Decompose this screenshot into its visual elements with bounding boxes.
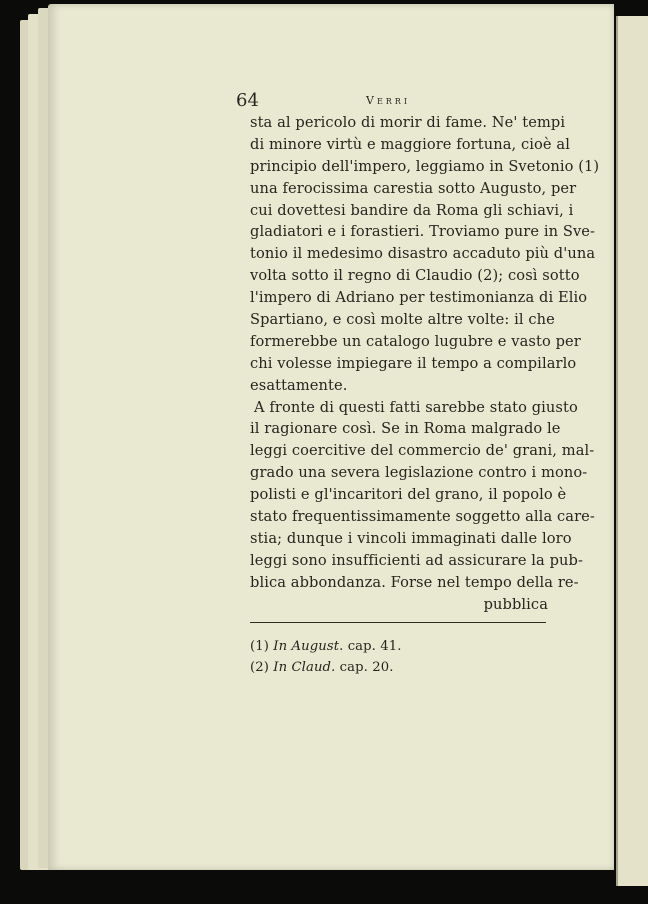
text-line: polisti e gl'incaritori del grano, il popolo è	[250, 486, 567, 504]
footnote-marker: (1)	[250, 639, 269, 654]
running-head: Verri	[366, 94, 410, 107]
text-line: una ferocissima carestia sotto Augusto, per	[250, 179, 577, 197]
text-line: gladiatori e i forastieri. Troviamo pure in Sve-	[250, 223, 596, 241]
footnote-ref: cap. 20.	[339, 660, 394, 675]
text-line: l'impero di Adriano per testimonianza di Elio	[250, 289, 588, 307]
text-line: A fronte di questi fatti sarebbe stato giusto	[254, 398, 578, 416]
footnotes	[250, 636, 548, 678]
footnote-ref: cap. 41.	[347, 639, 402, 654]
text-line: Spartiano, e così molte altre volte: il che	[250, 311, 555, 329]
text-line: di minore virtù e maggiore fortuna, cioè al	[250, 135, 570, 153]
text-line: grado una severa legislazione contro i mono-	[250, 464, 588, 482]
footnote-work: In August.	[273, 639, 344, 654]
text-line: leggi sono insufficienti ad assicurare la pub-	[250, 551, 584, 569]
footnote-marker: (2)	[250, 660, 269, 675]
facing-page-edge	[616, 16, 648, 886]
text-line: leggi coercitive del commercio de' grani, mal-	[250, 442, 595, 460]
footnote-work: In Claud.	[273, 660, 336, 675]
text-line: il ragionare così. Se in Roma malgrado le	[250, 420, 561, 438]
footnote	[250, 636, 548, 657]
text-line: formerebbe un catalogo lugubre e vasto per	[250, 332, 581, 350]
body-text	[250, 112, 600, 615]
text-line: chi volesse impiegare il tempo a compilarlo	[250, 354, 577, 372]
text-line: tonio il medesimo disastro accaduto più d'una	[250, 245, 596, 263]
footnote-rule	[250, 622, 546, 623]
text-line: stato frequentissimamente soggetto alla care-	[250, 508, 595, 526]
text-line: esattamente.	[250, 376, 348, 394]
footnote	[250, 657, 548, 678]
catchword: pubblica	[483, 595, 548, 613]
text-line: blica abbondanza. Forse nel tempo della re-	[250, 573, 579, 591]
page-number: 64	[236, 90, 259, 111]
page-header	[236, 90, 536, 112]
text-line: stia; dunque i vincoli immaginati dalle loro	[250, 529, 572, 547]
text-line: sta al pericolo di morir di fame. Ne' tempi	[250, 114, 566, 131]
text-line: cui dovettesi bandire da Roma gli schiavi, i	[250, 201, 574, 219]
text-line: principio dell'impero, leggiamo in Svetonio (1)	[250, 157, 600, 175]
text-line: volta sotto il regno di Claudio (2); così sotto	[250, 267, 580, 285]
